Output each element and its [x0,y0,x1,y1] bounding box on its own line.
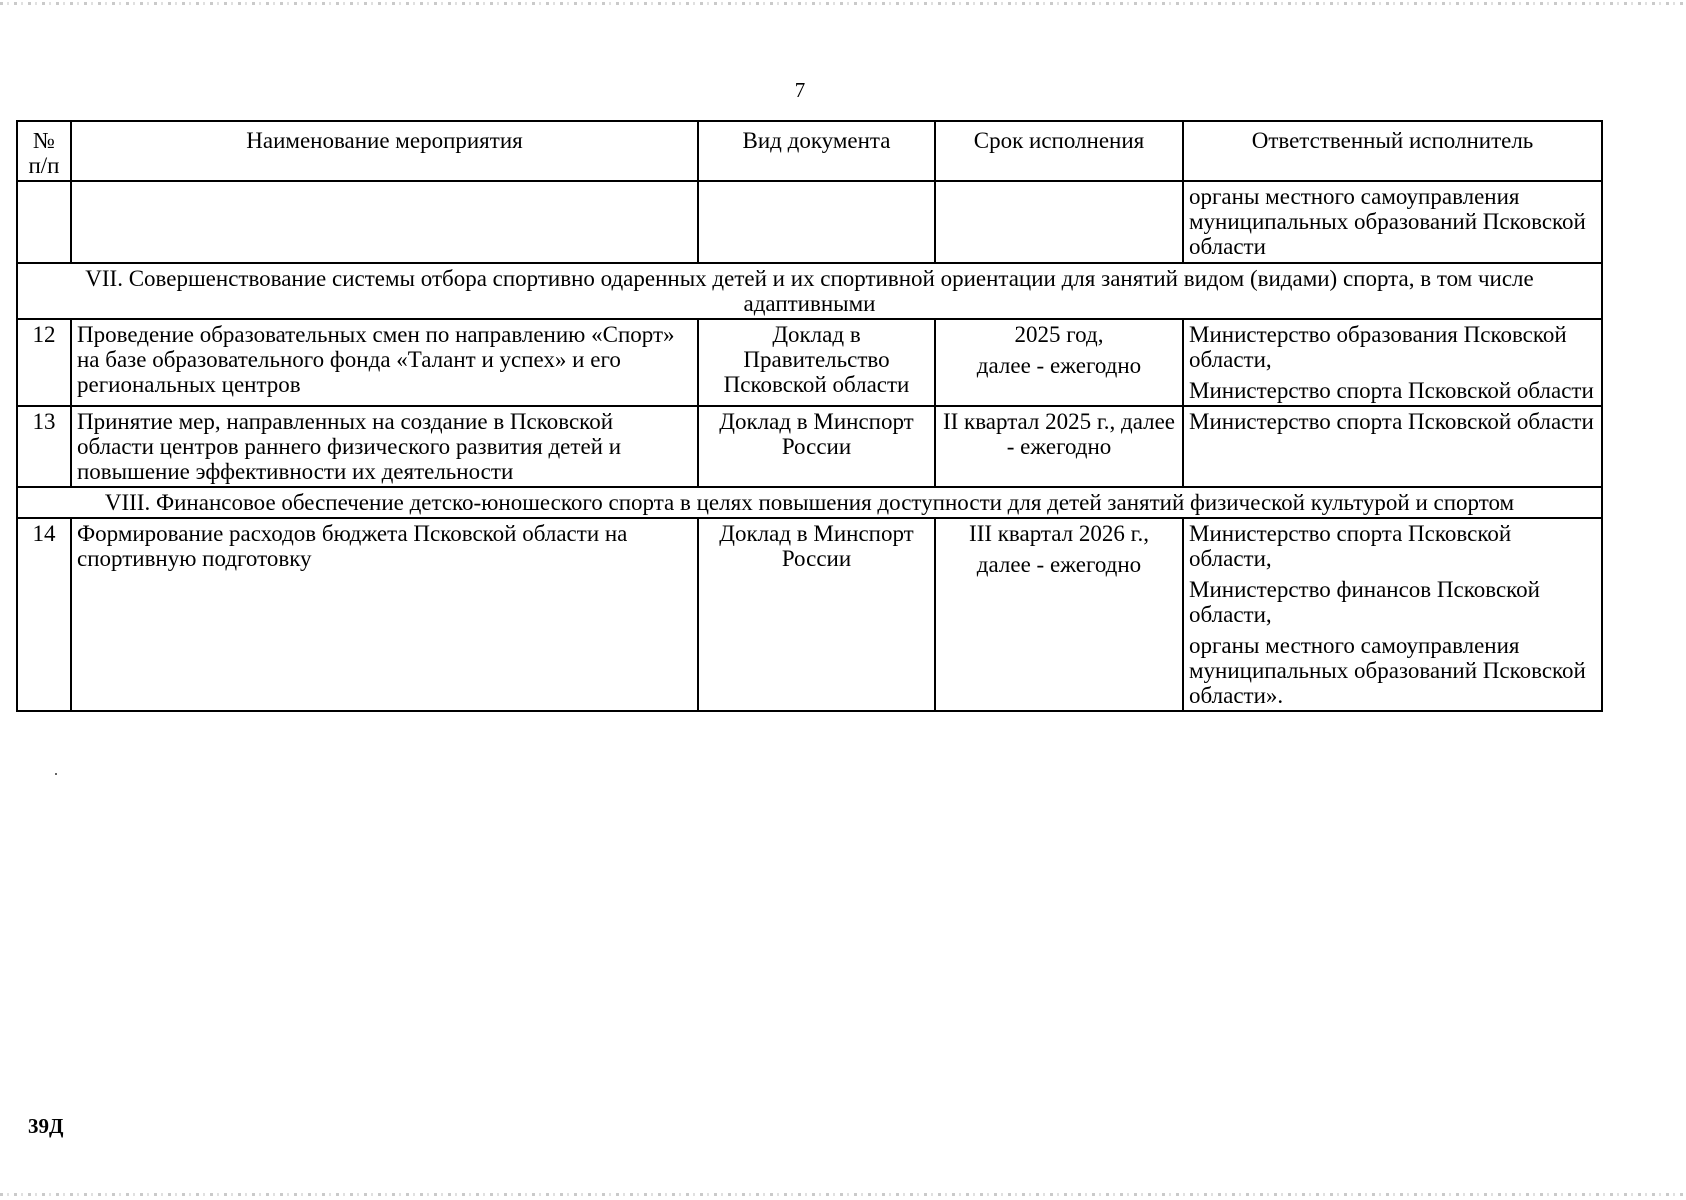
cell-number [17,181,71,263]
cell-event: Принятие мер, направленных на создание в Псковской области центров раннего физического развития детей и повышение эффективности их деятельности [71,406,698,487]
cell-deadline [935,319,1183,406]
cell-event: Проведение образовательных смен по направлению «Спорт» на базе образовательного фонда «Талант и успех» и его региональных центров [71,319,698,406]
cell-number: 13 [17,406,71,487]
deadline-line: III квартал 2026 г., [969,521,1149,546]
section-title: VII. Совершенствование системы отбора спортивно одаренных детей и их спортивной ориентации для занятий видом (видами) спорта, в том числе адаптивными [17,263,1602,319]
cell-event: Формирование расходов бюджета Псковской области на спортивную подготовку [71,518,698,711]
cell-event [71,181,698,263]
responsible-item: Министерство спорта Псковской области, [1189,521,1512,571]
section-title: VIII. Финансовое обеспечение детско-юношеского спорта в целях повышения доступности для детей занятий физической культурой и спортом [17,487,1602,518]
cell-deadline [935,518,1183,711]
scan-edge-bottom [0,1193,1686,1196]
table-row-13 [17,406,1602,487]
cell-document-type [698,181,935,263]
header-number: № п/п [17,121,71,181]
events-table [16,120,1603,712]
header-responsible: Ответственный исполнитель [1183,121,1602,181]
responsible-item: органы местного самоуправления муниципальных образований Псковской области». [1189,633,1586,708]
cell-document-type: Доклад в Минспорт России [698,518,935,711]
header-deadline: Срок исполнения [935,121,1183,181]
deadline-line: 2025 год, [1014,322,1104,347]
cell-document-type: Доклад в Минспорт России [698,406,935,487]
cell-responsible [1183,518,1602,711]
deadline-line: далее - ежегодно [976,552,1142,577]
cell-responsible: органы местного самоуправления муниципальных образований Псковской области [1183,181,1602,263]
scan-edge-top [0,2,1686,5]
cell-number: 12 [17,319,71,406]
cell-responsible [1183,319,1602,406]
cell-deadline: II квартал 2025 г., далее - ежегодно [935,406,1183,487]
table-header-row [17,121,1602,181]
table-row-14 [17,518,1602,711]
responsible-item: Министерство спорта Псковской области [1189,378,1594,403]
document-code: 39Д [28,1114,64,1138]
deadline-line: далее - ежегодно [976,353,1142,378]
header-event-name: Наименование мероприятия [71,121,698,181]
table-row-12 [17,319,1602,406]
cell-number: 14 [17,518,71,711]
cell-document-type: Доклад в Правительство Псковской области [698,319,935,406]
section-heading-viii [17,487,1602,518]
cell-deadline [935,181,1183,263]
page-number: 7 [794,78,806,102]
responsible-item: Министерство финансов Псковской области, [1189,577,1540,627]
section-heading-vii [17,263,1602,319]
table-row-continuation [17,181,1602,263]
responsible-item: Министерство образования Псковской области, [1189,322,1567,372]
header-document-type: Вид документа [698,121,935,181]
scan-speck [55,773,57,775]
cell-responsible: Министерство спорта Псковской области [1183,406,1602,487]
